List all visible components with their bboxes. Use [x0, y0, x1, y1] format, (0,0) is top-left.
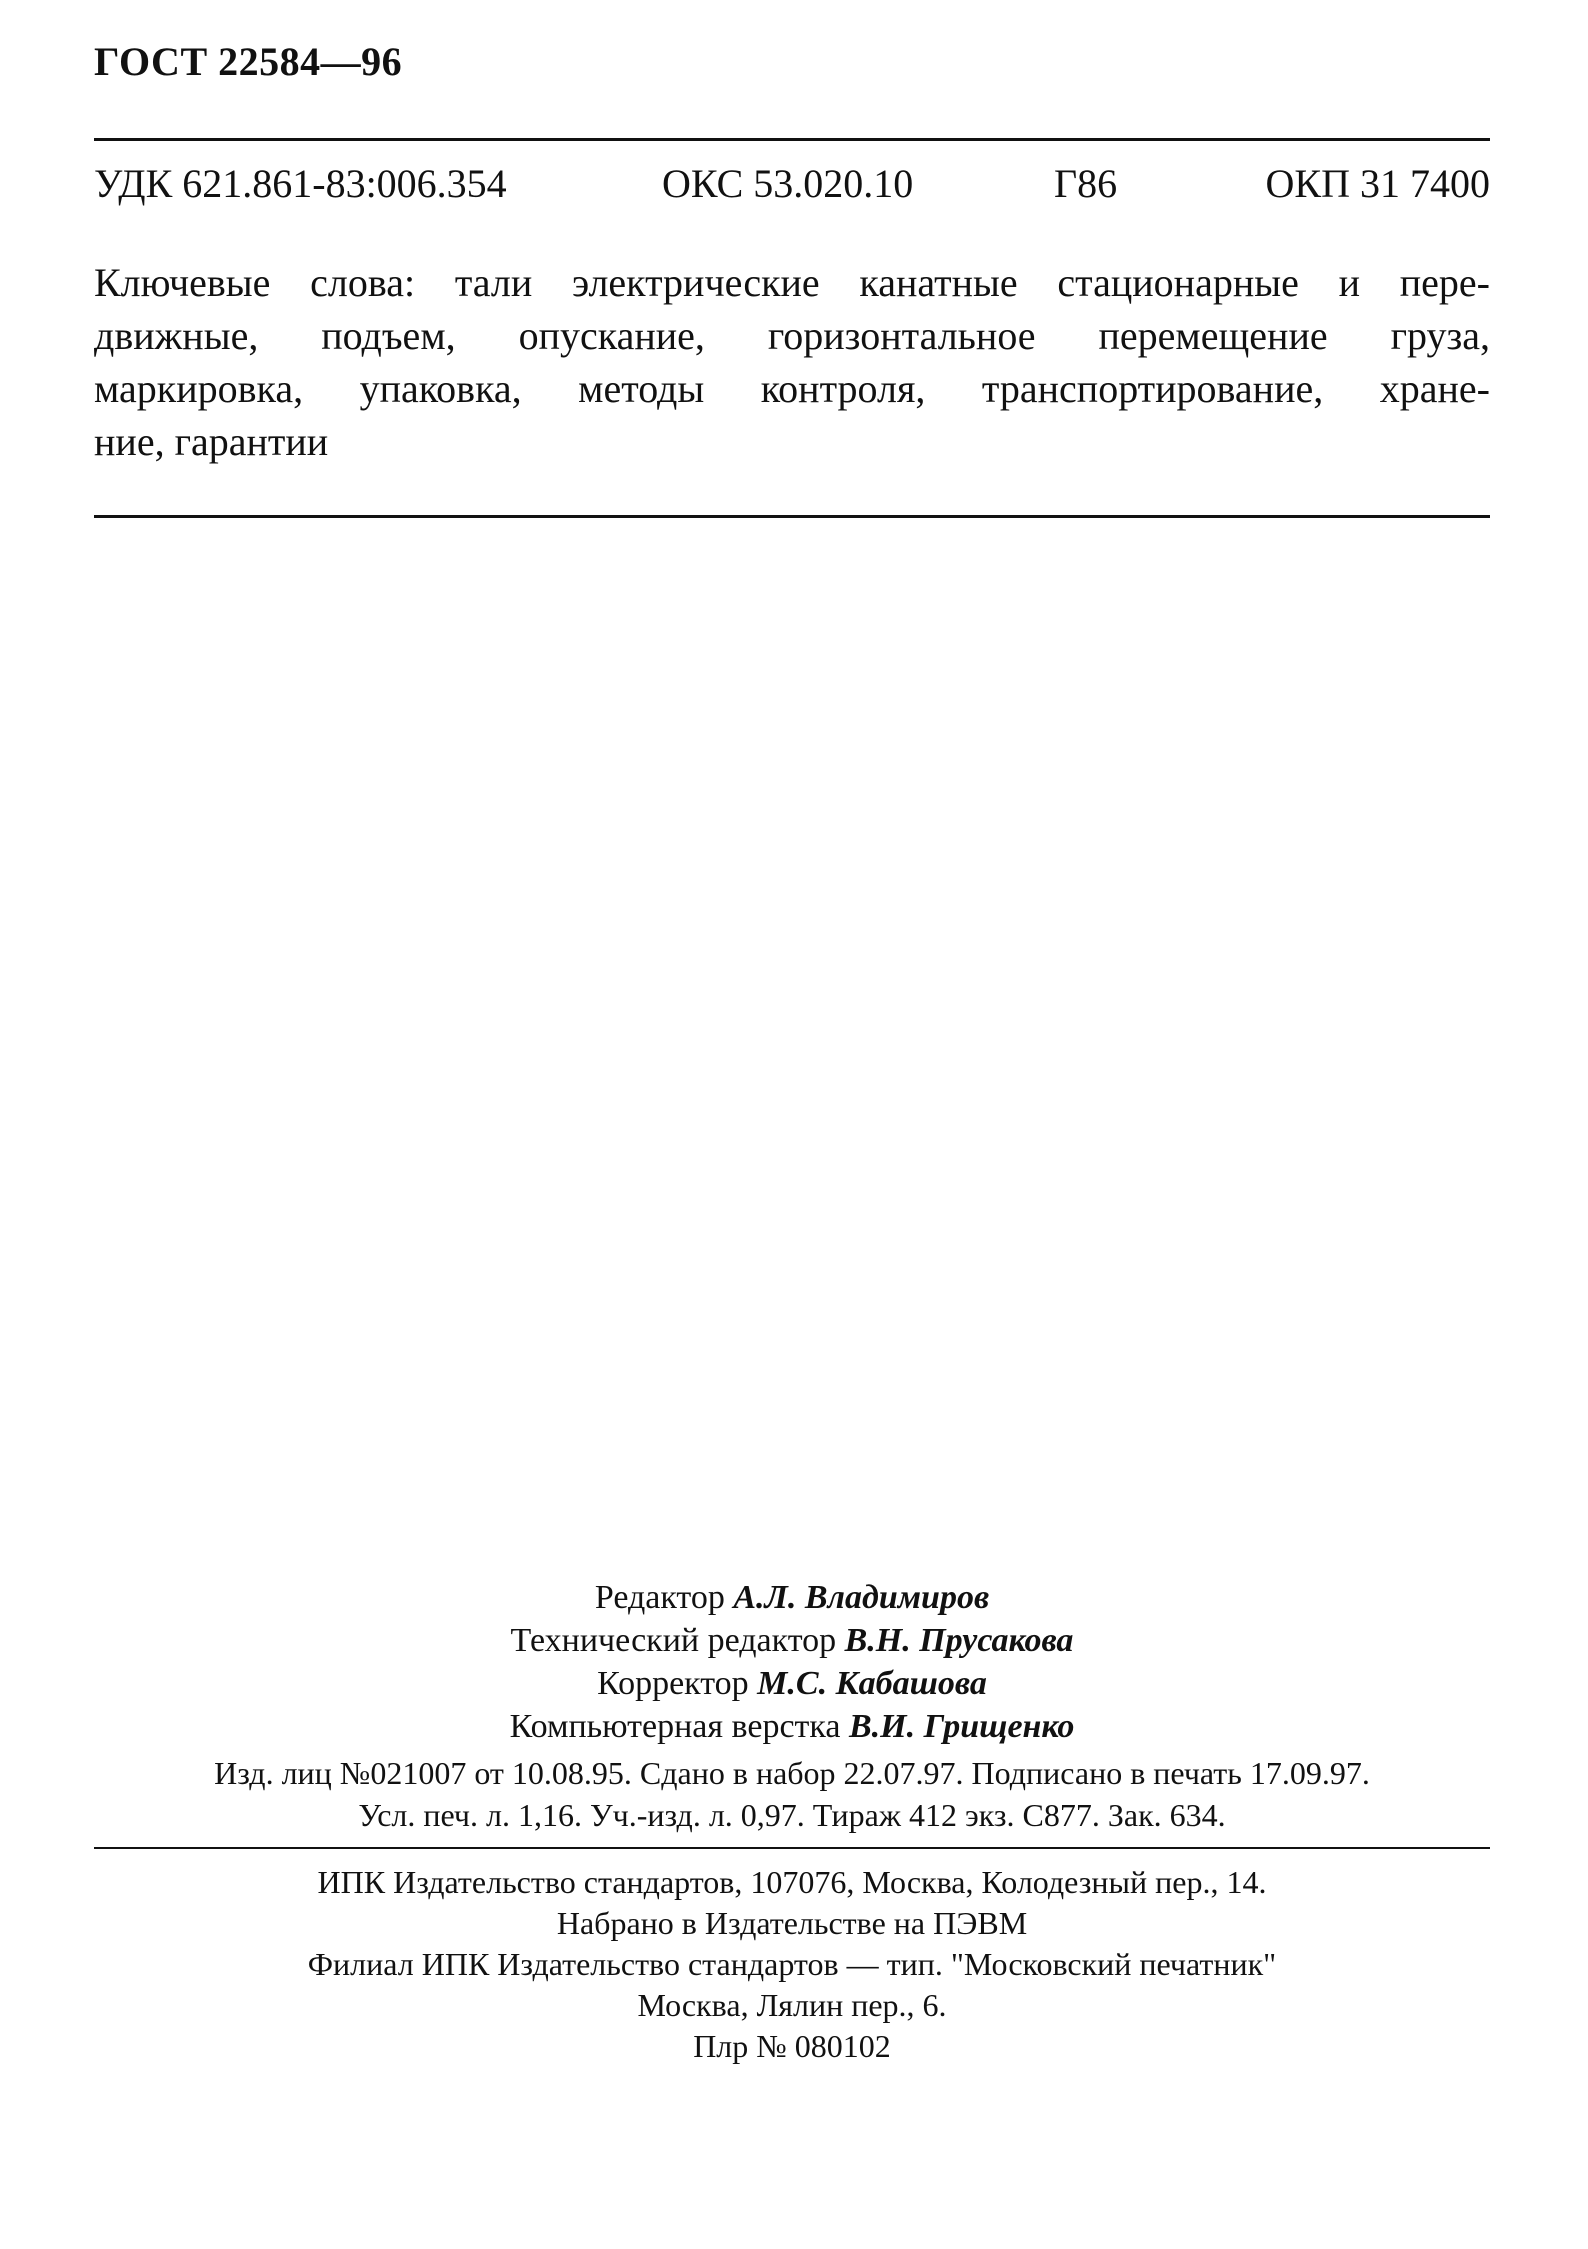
- imprint-line: Филиал ИПК Издательство стандартов — тип. "Московский печатник": [307, 1946, 1277, 1982]
- imprint-divider: [94, 1847, 1490, 1849]
- keywords-paragraph: [94, 256, 1490, 468]
- credit-name: А.Л. Владимиров: [733, 1579, 990, 1616]
- credit-role: Редактор: [594, 1579, 725, 1616]
- publication-details: [94, 1752, 1490, 1836]
- okp-code: ОКП 31 7400: [1265, 161, 1490, 206]
- keywords-divider: [94, 515, 1490, 518]
- imprint-line: Плр № 080102: [693, 2028, 891, 2064]
- credit-technical-editor: [94, 1619, 1490, 1662]
- credit-role: Технический редактор: [510, 1622, 837, 1659]
- oks-code: ОКС 53.020.10: [662, 161, 914, 206]
- imprint-line: Москва, Лялин пер., 6.: [637, 1987, 947, 2023]
- publication-line: Изд. лиц №021007 от 10.08.95. Сдано в набор 22.07.97. Подписано в печать 17.09.97.: [214, 1755, 1370, 1791]
- imprint-line: ИПК Издательство стандартов, 107076, Москва, Колодезный пер., 14.: [317, 1864, 1267, 1900]
- credit-proofreader: [94, 1662, 1490, 1705]
- document-number: ГОСТ 22584—96: [94, 39, 403, 84]
- udk-code: УДК 621.861-83:006.354: [94, 161, 507, 206]
- keywords-line: ние, гарантии: [94, 419, 329, 464]
- credit-typesetter: [94, 1705, 1490, 1748]
- group-code: Г86: [1054, 161, 1118, 206]
- credit-name: В.И. Грищенко: [849, 1708, 1075, 1745]
- imprint-line: Набрано в Издательстве на ПЭВМ: [556, 1905, 1028, 1941]
- printer-imprint: [94, 1862, 1490, 2067]
- credit-name: М.С. Кабашова: [757, 1665, 987, 1702]
- editorial-credits: [94, 1576, 1490, 1748]
- credit-role: Корректор: [597, 1665, 749, 1702]
- keywords-line: движные, подъем, опускание, горизонтальное перемещение груза,: [94, 313, 1490, 358]
- credit-role: Компьютерная верстка: [509, 1708, 841, 1745]
- top-divider: [94, 138, 1490, 141]
- classifier-codes: [94, 160, 1490, 212]
- credit-editor: [94, 1576, 1490, 1619]
- keywords-line: Ключевые слова: тали электрические канатные стационарные и пере-: [94, 260, 1490, 305]
- credit-name: В.Н. Прусакова: [844, 1622, 1074, 1659]
- publication-line: Усл. печ. л. 1,16. Уч.-изд. л. 0,97. Тираж 412 экз. С877. Зак. 634.: [358, 1797, 1226, 1833]
- keywords-line: маркировка, упаковка, методы контроля, транспортирование, хране-: [94, 366, 1490, 411]
